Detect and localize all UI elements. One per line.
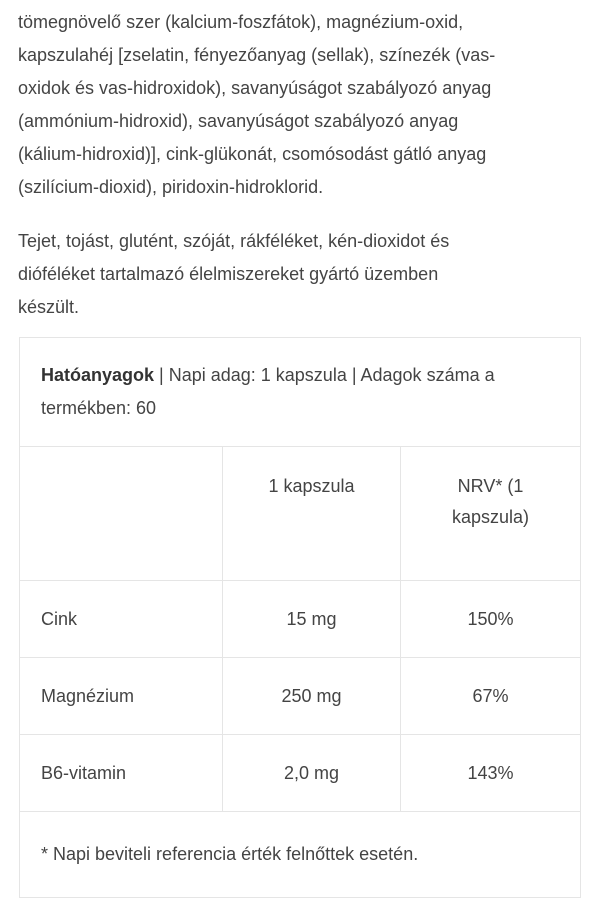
ingredients-line: (ammónium-hidroxid), savanyúságot szabályozó anyag	[18, 111, 459, 131]
allergen-line: dióféléket tartalmazó élelmiszereket gyártó üzemben	[18, 264, 439, 284]
ingredient-amount: 250 mg	[223, 658, 401, 735]
ingredient-nrv: 143%	[401, 735, 581, 812]
ingredients-line: tömegnövelő szer (kalcium-foszfátok), magnézium-oxid,	[18, 12, 464, 32]
ingredients-line: oxidok és vas-hidroxidok), savanyúságot szabályozó anyag	[18, 78, 492, 98]
table-header-details: | Napi adag: 1 kapszula | Adagok száma a	[154, 365, 495, 385]
column-header-row	[20, 447, 581, 581]
table-row	[20, 735, 581, 812]
table-footnote: * Napi beviteli referencia érték felnőttek esetén.	[20, 812, 581, 898]
table-header-cell	[20, 338, 581, 447]
ingredient-amount: 2,0 mg	[223, 735, 401, 812]
ingredient-nrv: 150%	[401, 581, 581, 658]
ingredient-name: Cink	[20, 581, 223, 658]
ingredients-line: (szilícium-dioxid), piridoxin-hidroklorid.	[18, 177, 324, 197]
active-ingredients-table	[19, 337, 581, 898]
allergen-paragraph	[18, 225, 584, 324]
ingredients-line: (kálium-hidroxid)], cink-glükonát, csomósodást gátló anyag	[18, 144, 487, 164]
ingredient-name: B6-vitamin	[20, 735, 223, 812]
column-header-nrv: NRV* (1 kapszula)	[401, 447, 581, 581]
table-row	[20, 581, 581, 658]
ingredient-name: Magnézium	[20, 658, 223, 735]
table-header-label: Hatóanyagok	[41, 365, 155, 385]
table-footnote-row	[20, 812, 581, 898]
column-header-per-capsule: 1 kapszula	[223, 447, 401, 581]
allergen-line: készült.	[18, 297, 80, 317]
ingredients-paragraph	[18, 6, 584, 204]
table-header-row	[20, 338, 581, 447]
ingredient-nrv: 67%	[401, 658, 581, 735]
table-header-details-line2: termékben: 60	[41, 398, 157, 418]
allergen-line: Tejet, tojást, glutént, szóját, rákféléket, kén-dioxidot és	[18, 231, 450, 251]
ingredient-amount: 15 mg	[223, 581, 401, 658]
ingredients-line: kapszulahéj [zselatin, fényezőanyag (sellak), színezék (vas-	[18, 45, 496, 65]
column-header-empty	[20, 447, 223, 581]
table-row	[20, 658, 581, 735]
